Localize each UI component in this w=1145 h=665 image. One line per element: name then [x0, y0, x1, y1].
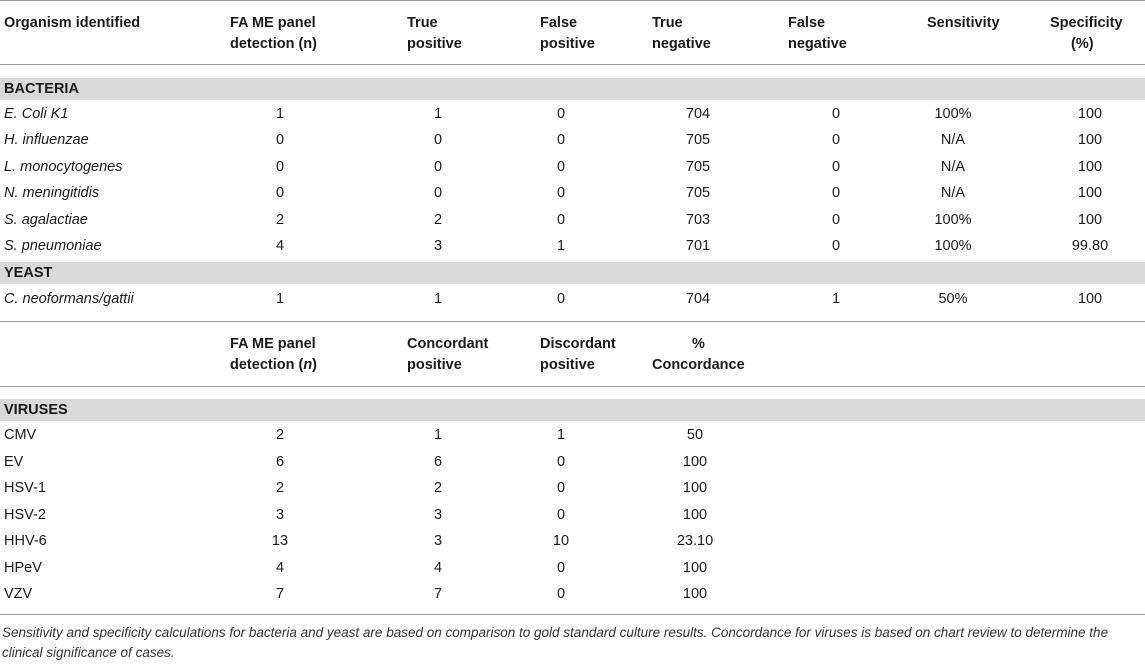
concordant-positive-count: 3 [433, 507, 443, 523]
organism-name: E. Coli K1 [4, 106, 69, 122]
virus-table-top-rule [0, 321, 1145, 322]
detection-count: 2 [275, 480, 285, 496]
sensitivity-value: 50% [938, 291, 968, 307]
detection-count: 7 [275, 586, 285, 602]
organism-name: N. meningitidis [4, 185, 100, 201]
false-negative-count: 0 [831, 159, 841, 175]
detection-count: 1 [275, 291, 285, 307]
table-top-rule [0, 0, 1145, 1]
detection-count: 4 [275, 560, 285, 576]
virus-name: HPeV [4, 560, 42, 576]
header-true-negative-line2: negative [652, 36, 711, 52]
false-positive-count: 0 [556, 106, 566, 122]
discordant-positive-count: 0 [556, 507, 566, 523]
concordance-value: 100 [682, 480, 708, 496]
specificity-value: 100 [1077, 185, 1103, 201]
virus-name: HHV-6 [4, 533, 47, 549]
concordant-positive-count: 1 [433, 427, 443, 443]
true-negative-count: 705 [685, 159, 711, 175]
sensitivity-value: 100% [934, 106, 972, 122]
false-negative-count: 0 [831, 238, 841, 254]
section-band-viruses [0, 399, 1145, 421]
detection-count: 2 [275, 212, 285, 228]
virus-header-detection-text: detection ( [230, 357, 304, 373]
detection-count: 4 [275, 238, 285, 254]
header-specificity: Specificity [1050, 15, 1123, 31]
organism-name: S. pneumoniae [4, 238, 102, 254]
section-label-viruses: VIRUSES [4, 402, 68, 418]
organism-name: S. agalactiae [4, 212, 88, 228]
specificity-value: 100 [1077, 159, 1103, 175]
header-true-negative: True [652, 15, 683, 31]
detection-count: 0 [275, 159, 285, 175]
true-negative-count: 705 [685, 132, 711, 148]
false-positive-count: 1 [556, 238, 566, 254]
discordant-positive-count: 0 [556, 480, 566, 496]
concordance-value: 23.10 [676, 533, 714, 549]
concordance-value: 100 [682, 507, 708, 523]
true-negative-count: 701 [685, 238, 711, 254]
false-positive-count: 0 [556, 159, 566, 175]
header-discordant-positive-line2: positive [540, 357, 595, 373]
header-false-negative: False [788, 15, 826, 31]
header-sensitivity: Sensitivity [927, 15, 1000, 31]
sensitivity-value: N/A [940, 132, 966, 148]
header-percent-concordance-line2: Concordance [652, 357, 745, 373]
true-negative-count: 704 [685, 106, 711, 122]
false-negative-count: 0 [831, 212, 841, 228]
false-positive-count: 0 [556, 212, 566, 228]
discordant-positive-count: 10 [552, 533, 570, 549]
false-negative-count: 1 [831, 291, 841, 307]
header-detection-line2: detection (n) [230, 36, 317, 52]
header-organism: Organism identified [4, 15, 141, 31]
detection-count: 3 [275, 507, 285, 523]
header-concordant-positive: Concordant [407, 336, 489, 352]
organism-name: H. influenzae [4, 132, 89, 148]
header-detection: FA ME panel [230, 15, 316, 31]
true-positive-count: 0 [433, 185, 443, 201]
detection-count: 13 [271, 533, 289, 549]
concordance-value: 100 [682, 560, 708, 576]
specificity-value: 100 [1077, 132, 1103, 148]
section-label-bacteria: BACTERIA [4, 81, 79, 97]
table-bottom-rule [0, 614, 1145, 615]
specificity-value: 99.80 [1071, 238, 1109, 254]
false-negative-count: 0 [831, 132, 841, 148]
true-negative-count: 704 [685, 291, 711, 307]
true-positive-count: 2 [433, 212, 443, 228]
virus-header-detection: FA ME panel [230, 336, 316, 352]
true-positive-count: 0 [433, 132, 443, 148]
detection-count: 2 [275, 427, 285, 443]
true-negative-count: 703 [685, 212, 711, 228]
header-true-positive: True [407, 15, 438, 31]
false-negative-count: 0 [831, 106, 841, 122]
virus-name: CMV [4, 427, 37, 443]
sensitivity-value: 100% [934, 212, 972, 228]
header-percent-concordance: % [692, 336, 705, 352]
true-positive-count: 1 [433, 291, 443, 307]
false-negative-count: 0 [831, 185, 841, 201]
concordance-value: 100 [682, 586, 708, 602]
true-positive-count: 0 [433, 159, 443, 175]
detection-count: 1 [275, 106, 285, 122]
sensitivity-value: N/A [940, 159, 966, 175]
section-label-yeast: YEAST [4, 265, 53, 281]
true-positive-count: 3 [433, 238, 443, 254]
concordance-value: 100 [682, 454, 708, 470]
header-false-negative-line2: negative [788, 36, 847, 52]
header-false-positive-line2: positive [540, 36, 595, 52]
detection-count: 0 [275, 185, 285, 201]
concordant-positive-count: 6 [433, 454, 443, 470]
organism-name: C. neoformans/gattii [4, 291, 134, 307]
virus-header-detection-close: ) [312, 357, 318, 373]
false-positive-count: 0 [556, 291, 566, 307]
sensitivity-value: 100% [934, 238, 972, 254]
virus-header-rule [0, 386, 1145, 387]
virus-name: VZV [4, 586, 33, 602]
header-rule [0, 64, 1145, 65]
concordant-positive-count: 4 [433, 560, 443, 576]
true-negative-count: 705 [685, 185, 711, 201]
detection-count: 6 [275, 454, 285, 470]
sensitivity-value: N/A [940, 185, 966, 201]
concordant-positive-count: 2 [433, 480, 443, 496]
discordant-positive-count: 0 [556, 560, 566, 576]
discordant-positive-count: 0 [556, 454, 566, 470]
header-concordant-positive-line2: positive [407, 357, 462, 373]
false-positive-count: 0 [556, 185, 566, 201]
detection-count: 0 [275, 132, 285, 148]
section-band-yeast [0, 262, 1145, 284]
virus-header-detection-line2 [230, 355, 317, 376]
concordant-positive-count: 7 [433, 586, 443, 602]
concordant-positive-count: 3 [433, 533, 443, 549]
concordance-value: 50 [686, 427, 704, 443]
header-specificity-line2: (%) [1071, 36, 1094, 52]
virus-name: HSV-1 [4, 480, 46, 496]
virus-header-detection-n: n [303, 357, 313, 373]
virus-name: EV [4, 454, 24, 470]
table-footnote: Sensitivity and specificity calculations for bacteria and yeast are based on comparison to gold standard culture results. Concordance for viruses is based on chart review to determine the clinical significance of cases. [2, 625, 1109, 660]
specificity-value: 100 [1077, 106, 1103, 122]
section-band-bacteria [0, 78, 1145, 100]
true-positive-count: 1 [433, 106, 443, 122]
virus-name: HSV-2 [4, 507, 46, 523]
header-discordant-positive: Discordant [540, 336, 616, 352]
false-positive-count: 0 [556, 132, 566, 148]
specificity-value: 100 [1077, 212, 1103, 228]
header-true-positive-line2: positive [407, 36, 462, 52]
discordant-positive-count: 1 [556, 427, 566, 443]
header-false-positive: False [540, 15, 578, 31]
organism-name: L. monocytogenes [4, 159, 123, 175]
discordant-positive-count: 0 [556, 586, 566, 602]
specificity-value: 100 [1077, 291, 1103, 307]
